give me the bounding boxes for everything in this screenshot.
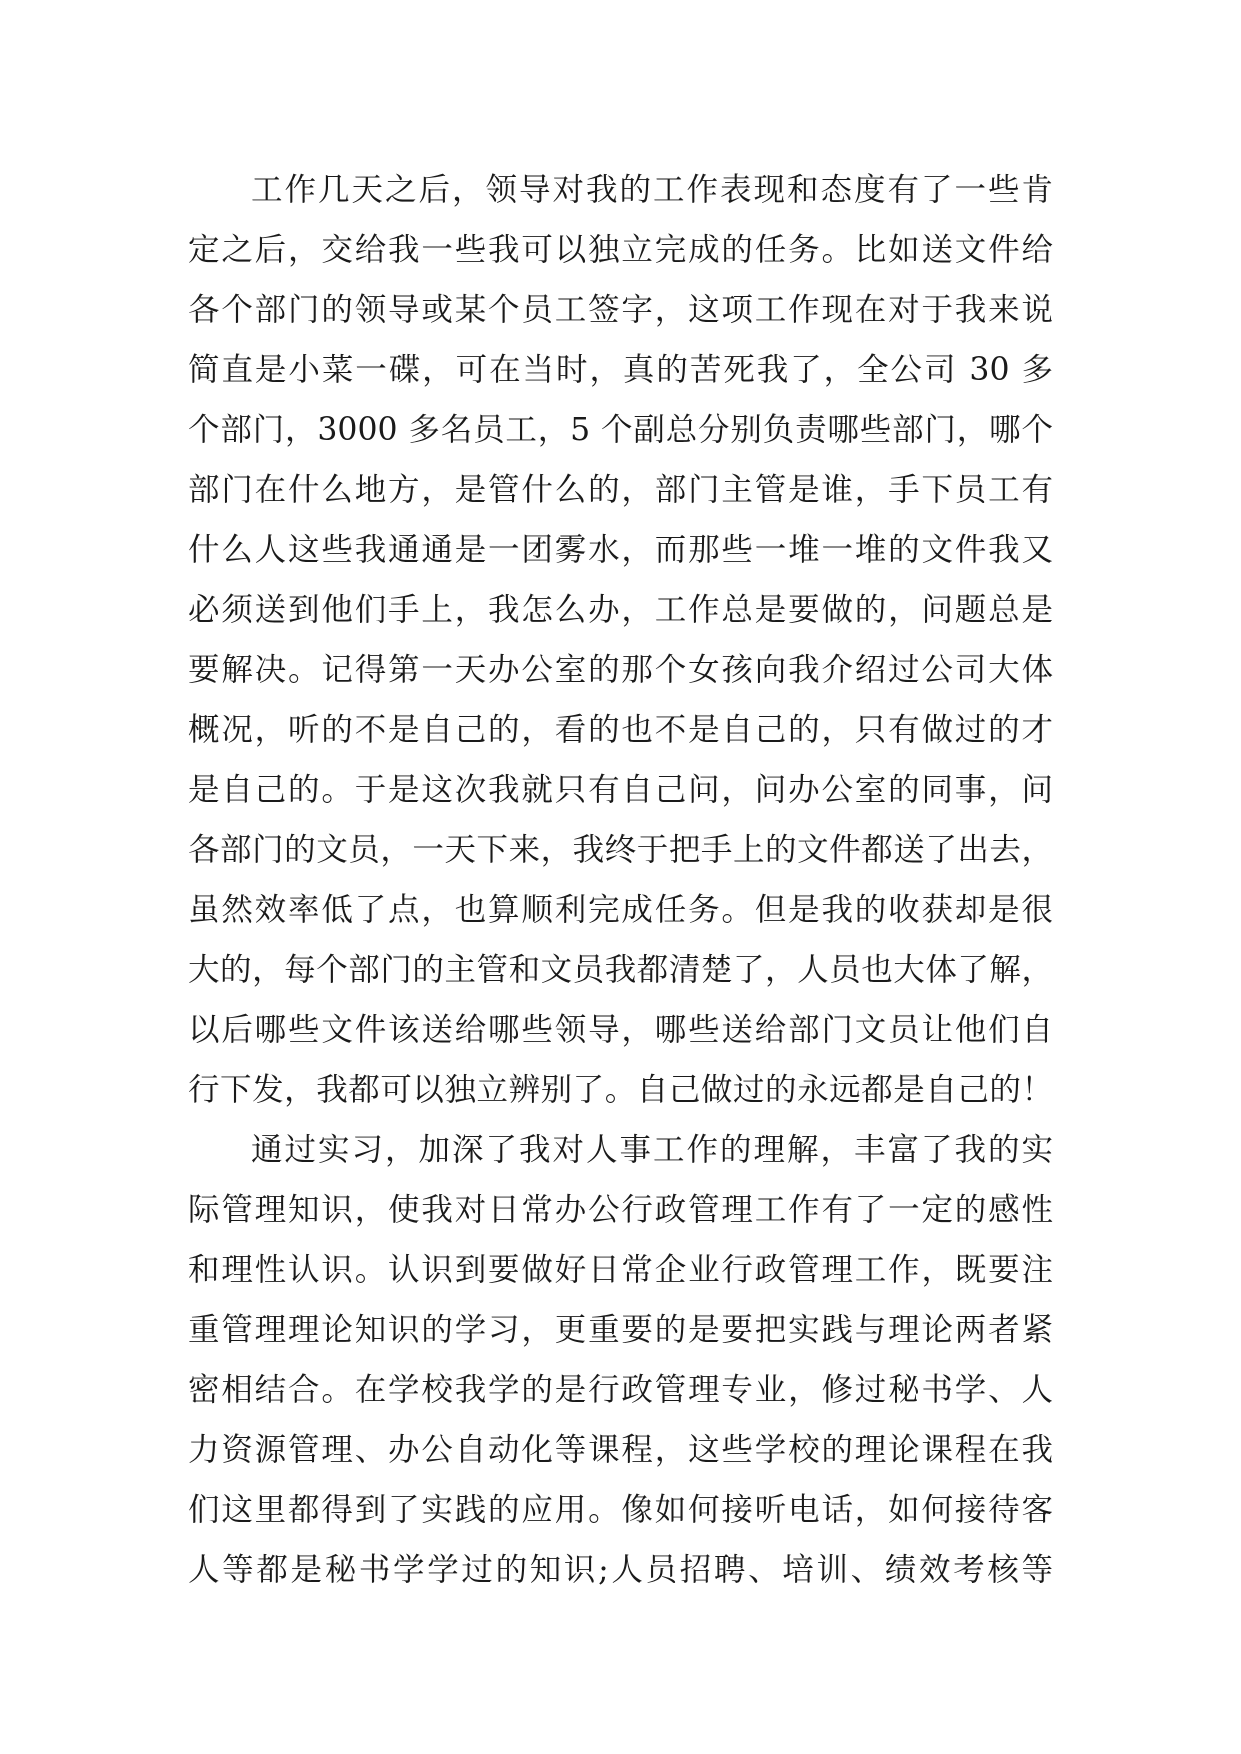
paragraph-1-line: 定之后，交给我一些我可以独立完成的任务。比如送文件给 (188, 232, 1053, 268)
paragraph-1-line: 大的，每个部门的主管和文员我都清楚了，人员也大体了解， (188, 952, 1053, 988)
paragraph-2-line: 人等都是秘书学学过的知识;人员招聘、培训、绩效考核等 (188, 1552, 1053, 1588)
paragraph-1-line: 工作几天之后，领导对我的工作表现和态度有了一些肯 (251, 172, 1053, 208)
paragraph-1-line: 要解决。记得第一天办公室的那个女孩向我介绍过公司大体 (188, 652, 1053, 688)
paragraph-1-line: 各部门的文员，一天下来，我终于把手上的文件都送了出去， (188, 832, 1053, 868)
paragraph-1-line: 行下发，我都可以独立辨别了。自己做过的永远都是自己的！ (188, 1072, 1053, 1108)
paragraph-1-line: 是自己的。于是这次我就只有自己问，问办公室的同事，问 (188, 772, 1053, 808)
paragraph-1-line: 各个部门的领导或某个员工签字，这项工作现在对于我来说 (188, 292, 1053, 328)
paragraph-2-line: 力资源管理、办公自动化等课程，这些学校的理论课程在我 (188, 1432, 1053, 1468)
paragraph-2-line: 通过实习，加深了我对人事工作的理解，丰富了我的实 (251, 1132, 1053, 1168)
paragraph-1-line: 必须送到他们手上，我怎么办，工作总是要做的，问题总是 (188, 592, 1053, 628)
paragraph-1-line: 概况，听的不是自己的，看的也不是自己的，只有做过的才 (188, 712, 1053, 748)
paragraph-1-line: 个部门，3000 多名员工，5 个副总分别负责哪些部门，哪个 (188, 412, 1053, 448)
paragraph-1-line: 虽然效率低了点，也算顺利完成任务。但是我的收获却是很 (188, 892, 1053, 928)
paragraph-1-line: 部门在什么地方，是管什么的，部门主管是谁，手下员工有 (188, 472, 1053, 508)
paragraph-2-line: 重管理理论知识的学习，更重要的是要把实践与理论两者紧 (188, 1312, 1053, 1348)
paragraph-2-line: 和理性认识。认识到要做好日常企业行政管理工作，既要注 (188, 1252, 1053, 1288)
paragraph-2-line: 际管理知识，使我对日常办公行政管理工作有了一定的感性 (188, 1192, 1053, 1228)
body-text (188, 160, 1053, 1600)
paragraph-2-line: 们这里都得到了实践的应用。像如何接听电话，如何接待客 (188, 1492, 1053, 1528)
paragraph-1-line: 简直是小菜一碟，可在当时，真的苦死我了，全公司 30 多 (188, 352, 1053, 388)
paragraph-1-line: 什么人这些我通通是一团雾水，而那些一堆一堆的文件我又 (188, 532, 1053, 568)
paragraph-1-line: 以后哪些文件该送给哪些领导，哪些送给部门文员让他们自 (188, 1012, 1053, 1048)
paragraph-2-line: 密相结合。在学校我学的是行政管理专业，修过秘书学、人 (188, 1372, 1053, 1408)
